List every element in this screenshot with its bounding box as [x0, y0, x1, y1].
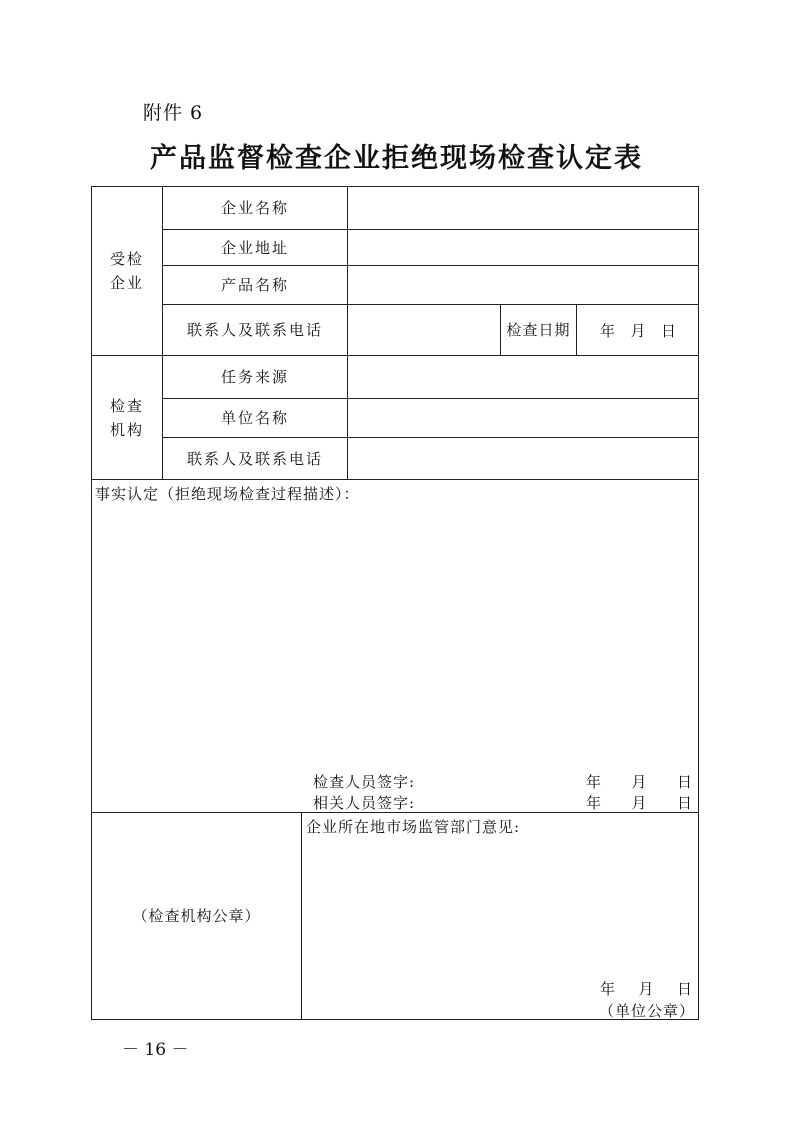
unit-name-label: 单位名称: [220, 409, 289, 427]
regulator-opinion-label: 企业所在地市场监管部门意见:: [306, 818, 521, 836]
unit-name-field[interactable]: [348, 399, 698, 437]
product-name-label: 产品名称: [220, 276, 289, 294]
task-source-label: 任务来源: [220, 368, 289, 386]
agency-contact-label: 联系人及联系电话: [186, 449, 323, 468]
enterprise-name-field[interactable]: [348, 187, 698, 229]
enterprise-address-label: 企业地址: [220, 238, 289, 257]
inspector-sign-label: 检查人员签字:: [313, 773, 416, 791]
product-name-field[interactable]: [348, 266, 698, 304]
attachment-label: 附件 6: [143, 102, 204, 124]
enterprise-address-field[interactable]: [348, 230, 698, 265]
unit-seal-label: （单位公章）: [599, 1002, 696, 1020]
inspection-date-label: 检查日期: [506, 321, 571, 339]
page-number: － 16 －: [122, 1040, 189, 1060]
inspected-enterprise-group-label: 受检 企业: [109, 250, 144, 292]
regulator-opinion-date[interactable]: 年 月 日: [600, 980, 692, 998]
related-sign-label: 相关人员签字:: [313, 794, 416, 812]
enterprise-contact-label: 联系人及联系电话: [186, 321, 323, 339]
inspection-agency-group-label: 检查 机构: [109, 396, 144, 439]
task-source-field[interactable]: [348, 356, 698, 398]
enterprise-contact-field[interactable]: [348, 305, 500, 355]
form-title: 产品监督检查企业拒绝现场检查认定表: [150, 143, 643, 174]
facts-description-area[interactable]: [92, 505, 698, 767]
inspector-sign-date[interactable]: 年 月 日: [586, 773, 692, 791]
enterprise-name-label: 企业名称: [220, 199, 289, 217]
regulator-opinion-area[interactable]: [302, 840, 698, 970]
inspection-date-field[interactable]: 年 月 日: [600, 322, 676, 340]
related-sign-date[interactable]: 年 月 日: [586, 794, 692, 812]
agency-contact-field[interactable]: [348, 438, 698, 479]
facts-label: 事实认定（拒绝现场检查过程描述）：: [95, 485, 360, 503]
agency-seal-label: （检查机构公章）: [132, 907, 261, 925]
